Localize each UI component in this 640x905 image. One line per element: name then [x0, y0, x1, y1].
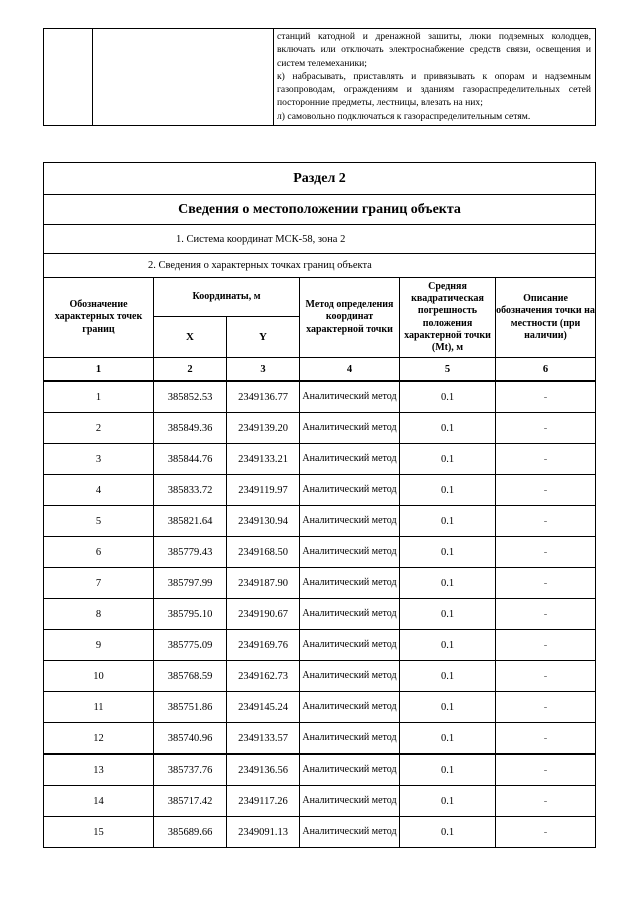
coord-y: 2349162.73: [227, 661, 300, 692]
accuracy: 0.1: [400, 630, 496, 661]
description: -: [496, 413, 596, 444]
description: -: [496, 599, 596, 630]
accuracy: 0.1: [400, 754, 496, 786]
point-number: 8: [44, 599, 154, 630]
boundary-points-table: [43, 162, 596, 848]
column-number: 6: [496, 358, 596, 382]
table-row: [44, 475, 596, 506]
accuracy: 0.1: [400, 723, 496, 755]
restriction-text-line: л) самовольно подключаться к газораспределительным сетям.: [277, 110, 531, 122]
table-row: [44, 661, 596, 692]
coordinate-system: 1. Система координат МСК-58, зона 2: [44, 225, 596, 254]
table-row: [44, 413, 596, 444]
restrictions-cell-name: [93, 29, 274, 126]
column-number: 1: [44, 358, 154, 382]
accuracy: 0.1: [400, 381, 496, 413]
coord-y: 2349130.94: [227, 506, 300, 537]
table-row: [44, 568, 596, 599]
coord-x: 385844.76: [154, 444, 227, 475]
point-number: 2: [44, 413, 154, 444]
coord-x: 385751.86: [154, 692, 227, 723]
restriction-text-line: к) набрасывать, приставлять и привязывать к опорам и надземным газопроводам, ограждениям и зданиям газораспределительных сетей посторонние предметы, лестницы, влезать на них;: [277, 70, 591, 109]
accuracy: 0.1: [400, 661, 496, 692]
header-coordinates: Координаты, м: [154, 278, 300, 317]
description: -: [496, 754, 596, 786]
coord-y: 2349133.21: [227, 444, 300, 475]
description: -: [496, 817, 596, 848]
table-row: [44, 537, 596, 568]
restrictions-row: [44, 29, 596, 126]
coord-x: 385775.09: [154, 630, 227, 661]
point-number: 7: [44, 568, 154, 599]
section-subtitle: Сведения о местоположении границ объекта: [44, 195, 596, 225]
restrictions-text-cell: [274, 29, 596, 126]
method: Аналитический метод: [300, 630, 400, 661]
coord-x: 385740.96: [154, 723, 227, 755]
table-row: [44, 786, 596, 817]
table-row: [44, 723, 596, 755]
accuracy: 0.1: [400, 568, 496, 599]
coord-x: 385852.53: [154, 381, 227, 413]
coord-y: 2349139.20: [227, 413, 300, 444]
coord-y: 2349187.90: [227, 568, 300, 599]
coord-x: 385833.72: [154, 475, 227, 506]
method: Аналитический метод: [300, 723, 400, 755]
method: Аналитический метод: [300, 537, 400, 568]
coord-y: 2349133.57: [227, 723, 300, 755]
accuracy: 0.1: [400, 692, 496, 723]
table-row: [44, 381, 596, 413]
coord-y: 2349136.56: [227, 754, 300, 786]
header-description: Описание обозначения точки на местности (при наличии): [496, 278, 596, 358]
point-number: 9: [44, 630, 154, 661]
coord-x: 385768.59: [154, 661, 227, 692]
coord-x: 385689.66: [154, 817, 227, 848]
method: Аналитический метод: [300, 506, 400, 537]
point-number: 6: [44, 537, 154, 568]
accuracy: 0.1: [400, 786, 496, 817]
coord-x: 385797.99: [154, 568, 227, 599]
restriction-text-line: станций катодной и дренажной зашиты, люки подземных колодцев, включать или отключать электроснабжение средств связи, освещения и систем телемеханики;: [277, 31, 591, 69]
method: Аналитический метод: [300, 692, 400, 723]
method: Аналитический метод: [300, 661, 400, 692]
header-point: Обозначение характерных точек границ: [44, 278, 154, 358]
accuracy: 0.1: [400, 817, 496, 848]
table-row: [44, 506, 596, 537]
accuracy: 0.1: [400, 475, 496, 506]
point-number: 12: [44, 723, 154, 755]
section-title: Раздел 2: [44, 163, 596, 195]
description: -: [496, 444, 596, 475]
table-row: [44, 630, 596, 661]
method: Аналитический метод: [300, 754, 400, 786]
header-y: Y: [227, 317, 300, 358]
point-number: 3: [44, 444, 154, 475]
description: -: [496, 381, 596, 413]
description: -: [496, 661, 596, 692]
description: -: [496, 475, 596, 506]
description: -: [496, 506, 596, 537]
column-number: 2: [154, 358, 227, 382]
description: -: [496, 537, 596, 568]
method: Аналитический метод: [300, 413, 400, 444]
method: Аналитический метод: [300, 568, 400, 599]
point-number: 5: [44, 506, 154, 537]
table-row: [44, 817, 596, 848]
accuracy: 0.1: [400, 599, 496, 630]
method: Аналитический метод: [300, 381, 400, 413]
header-accuracy: Средняя квадратическая погрешность положения характерной точки (Mt), м: [400, 278, 496, 358]
accuracy: 0.1: [400, 444, 496, 475]
coord-y: 2349169.76: [227, 630, 300, 661]
header-x: X: [154, 317, 227, 358]
column-number: 5: [400, 358, 496, 382]
column-numbers-row: [44, 358, 596, 382]
coord-y: 2349190.67: [227, 599, 300, 630]
point-number: 13: [44, 754, 154, 786]
points-table-body: [44, 381, 596, 848]
method: Аналитический метод: [300, 786, 400, 817]
point-number: 14: [44, 786, 154, 817]
column-number: 4: [300, 358, 400, 382]
accuracy: 0.1: [400, 413, 496, 444]
points-title: 2. Сведения о характерных точках границ объекта: [44, 254, 596, 278]
point-number: 4: [44, 475, 154, 506]
point-number: 10: [44, 661, 154, 692]
table-row: [44, 599, 596, 630]
description: -: [496, 786, 596, 817]
method: Аналитический метод: [300, 444, 400, 475]
coord-y: 2349136.77: [227, 381, 300, 413]
description: -: [496, 692, 596, 723]
coord-y: 2349117.26: [227, 786, 300, 817]
coord-x: 385821.64: [154, 506, 227, 537]
method: Аналитический метод: [300, 475, 400, 506]
accuracy: 0.1: [400, 506, 496, 537]
point-number: 15: [44, 817, 154, 848]
coord-x: 385737.76: [154, 754, 227, 786]
method: Аналитический метод: [300, 817, 400, 848]
coord-y: 2349091.13: [227, 817, 300, 848]
coord-y: 2349145.24: [227, 692, 300, 723]
coord-x: 385717.42: [154, 786, 227, 817]
accuracy: 0.1: [400, 537, 496, 568]
point-number: 1: [44, 381, 154, 413]
table-row: [44, 692, 596, 723]
coord-y: 2349119.97: [227, 475, 300, 506]
coord-y: 2349168.50: [227, 537, 300, 568]
method: Аналитический метод: [300, 599, 400, 630]
header-method: Метод определения координат характерной точки: [300, 278, 400, 358]
table-row: [44, 754, 596, 786]
restrictions-table-fragment: [43, 28, 596, 126]
coord-x: 385795.10: [154, 599, 227, 630]
description: -: [496, 568, 596, 599]
description: -: [496, 630, 596, 661]
coord-x: 385779.43: [154, 537, 227, 568]
restrictions-cell-num: [44, 29, 93, 126]
table-row: [44, 444, 596, 475]
point-number: 11: [44, 692, 154, 723]
description: -: [496, 723, 596, 755]
coord-x: 385849.36: [154, 413, 227, 444]
column-number: 3: [227, 358, 300, 382]
